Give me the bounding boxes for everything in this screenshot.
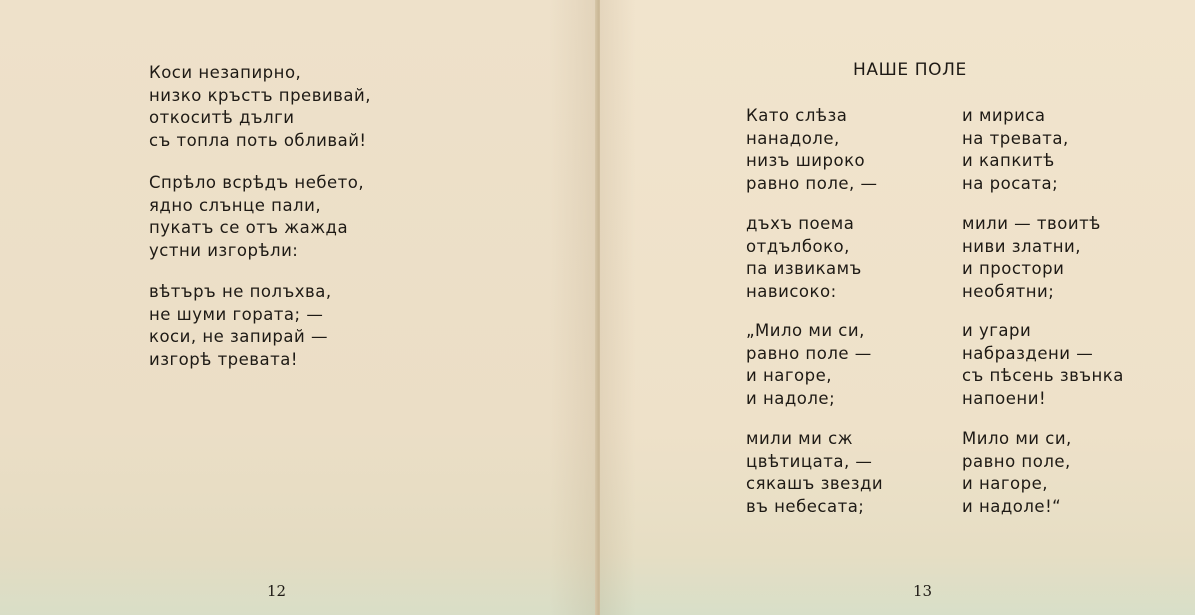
poem-line: мили ми сж bbox=[746, 429, 854, 448]
poem-line: равно поле, bbox=[962, 451, 1071, 471]
poem-line: равно поле — bbox=[746, 343, 872, 363]
right-col1-stanza-2 bbox=[746, 213, 862, 303]
poem-line: ядно слънце пали, bbox=[149, 195, 322, 215]
poem-line: отдълбоко, bbox=[746, 236, 850, 256]
right-page bbox=[600, 0, 1195, 615]
poem-line: Мило ми си, bbox=[962, 429, 1072, 448]
right-col2-stanza-3 bbox=[962, 320, 1124, 410]
right-col1-stanza-4 bbox=[746, 428, 883, 518]
poem-line: мили — твоитѣ bbox=[962, 214, 1101, 233]
poem-line: не шуми гората; — bbox=[149, 304, 324, 324]
left-stanza-1 bbox=[149, 62, 371, 152]
right-col1-stanza-3 bbox=[746, 320, 872, 410]
poem-line: набраздени — bbox=[962, 343, 1094, 363]
poem-line: въ небесата; bbox=[746, 496, 865, 516]
poem-line: коси, не запирай — bbox=[149, 327, 328, 346]
left-page bbox=[0, 0, 597, 615]
poem-line: Коси незапирно, bbox=[149, 63, 302, 82]
poem-line: и нагоре, bbox=[962, 474, 1049, 493]
poem-line: низъ широко bbox=[746, 151, 866, 170]
poem-line: цвѣтицата, — bbox=[746, 451, 873, 471]
poem-line: на росата; bbox=[962, 173, 1059, 193]
poem-line: и мириса bbox=[962, 106, 1046, 125]
poem-line: низко кръстъ превивай, bbox=[149, 85, 371, 105]
poem-line: съ топла поть обливай! bbox=[149, 130, 367, 150]
poem-line: откоситѣ дълги bbox=[149, 108, 295, 127]
poem-line: Като слѣза bbox=[746, 106, 848, 125]
poem-line: необятни; bbox=[962, 281, 1055, 301]
poem-line: и надоле!“ bbox=[962, 496, 1062, 516]
poem-line: устни изгорѣли: bbox=[149, 240, 299, 260]
poem-line: вѣтъръ не полъхва, bbox=[149, 282, 332, 301]
poem-line: съ пѣсень звънка bbox=[962, 366, 1124, 385]
page-number-left: 12 bbox=[267, 582, 287, 600]
poem-line: ниви златни, bbox=[962, 236, 1082, 256]
poem-line: равно поле, — bbox=[746, 173, 878, 193]
poem-line: нависоко: bbox=[746, 281, 837, 301]
poem-line: пукатъ се отъ жажда bbox=[149, 218, 349, 237]
poem-line: па извикамъ bbox=[746, 259, 862, 278]
poem-line: и простори bbox=[962, 259, 1065, 278]
left-stanza-2 bbox=[149, 172, 364, 262]
poem-line: Спрѣло всрѣдъ небето, bbox=[149, 173, 365, 192]
page-number-right: 13 bbox=[913, 582, 933, 600]
poem-line: и капкитѣ bbox=[962, 151, 1055, 170]
right-col1-stanza-1 bbox=[746, 105, 878, 195]
poem-line: на тревата, bbox=[962, 128, 1069, 148]
poem-line: нанадоле, bbox=[746, 128, 840, 148]
poem-line: и надоле; bbox=[746, 388, 836, 408]
poem-line: напоени! bbox=[962, 388, 1047, 408]
poem-line: дъхъ поема bbox=[746, 214, 855, 233]
left-stanza-3 bbox=[149, 281, 332, 371]
poem-line: и угари bbox=[962, 321, 1032, 340]
poem-title: НАШЕ ПОЛЕ bbox=[853, 60, 967, 80]
poem-line: и нагоре, bbox=[746, 366, 833, 385]
right-col2-stanza-2 bbox=[962, 213, 1101, 303]
poem-line: „Мило ми си, bbox=[746, 321, 865, 340]
poem-line: изгорѣ тревата! bbox=[149, 349, 298, 369]
right-col2-stanza-1 bbox=[962, 105, 1069, 195]
poem-line: сякашъ звезди bbox=[746, 474, 884, 493]
right-col2-stanza-4 bbox=[962, 428, 1072, 518]
